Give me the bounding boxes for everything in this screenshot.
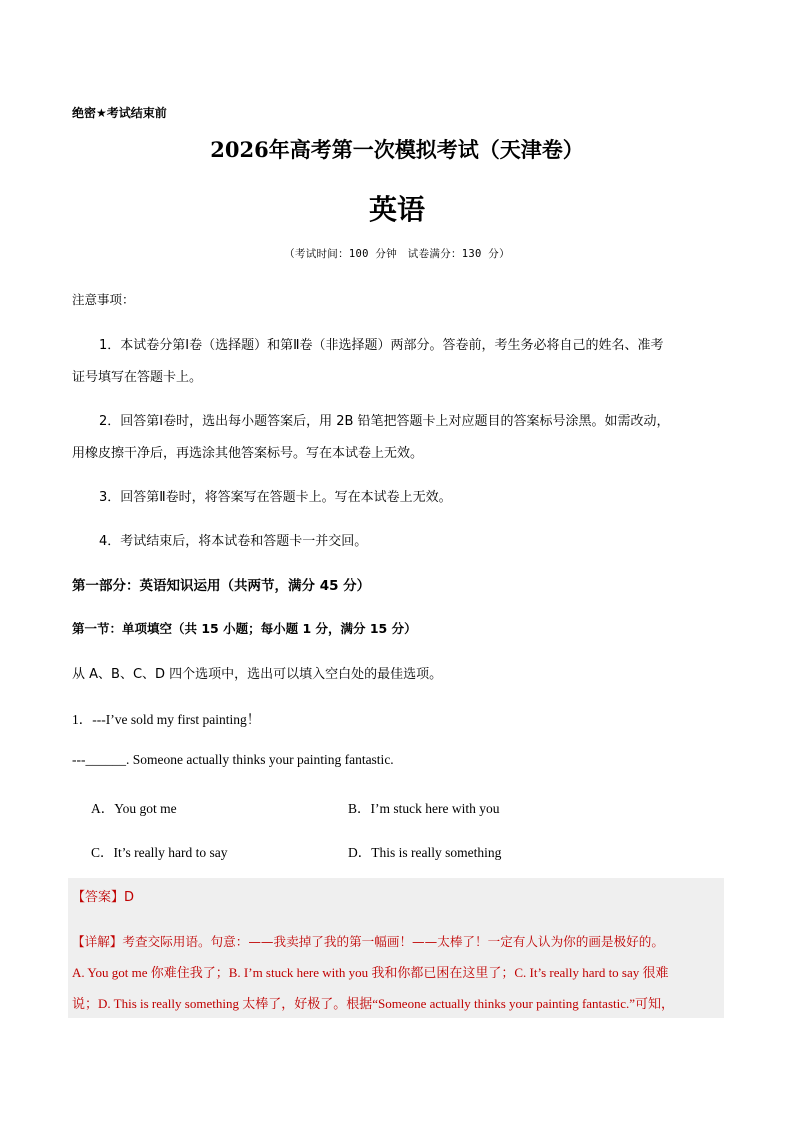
question-1-option-d: D．This is really something: [348, 845, 502, 860]
explanation-line-2: A. You got me 你难住我了；B. I’m stuck here with you 我和你都已困在这里了；C. It’s really hard to say 很难: [72, 965, 669, 980]
section-1-instruction: 从 A、B、C、D 四个选项中，选出可以填入空白处的最佳选项。: [72, 667, 443, 682]
question-1-option-c: C．It’s really hard to say: [91, 845, 228, 860]
exam-title: 2026年高考第一次模拟考试（天津卷）: [210, 137, 584, 162]
notice-item-1-line-1: 1．本试卷分第Ⅰ卷（选择题）和第Ⅱ卷（非选择题）两部分。答卷前，考生务必将自己的姓名、准考: [99, 338, 664, 353]
part-1-heading: 第一部分：英语知识运用（共两节，满分 45 分）: [72, 578, 371, 594]
confidential-mark: 绝密★考试结束前: [72, 106, 167, 120]
question-1-option-a: A．You got me: [91, 801, 177, 816]
notice-item-1-line-2: 证号填写在答题卡上。: [72, 370, 203, 385]
question-1-stem-line-1: 1．---I’ve sold my first painting！: [72, 712, 261, 727]
notice-item-2-line-2: 用橡皮擦干净后，再选涂其他答案标号。写在本试卷上无效。: [72, 446, 424, 461]
explanation-line-1: 【详解】考查交际用语。句意：——我卖掉了我的第一幅画！——太棒了！一定有人认为你的画是极好的。: [72, 934, 664, 949]
question-1-stem-line-2: ---______. Someone actually thinks your painting fantastic.: [72, 752, 394, 767]
explanation-line-3: 说；D. This is really something 太棒了，好极了。根据“Someone actually thinks your painting fantastic.”可知，: [72, 996, 675, 1011]
notice-item-4: 4．考试结束后，将本试卷和答题卡一并交回。: [99, 534, 368, 549]
notice-item-2-line-1: 2．回答第Ⅰ卷时，选出每小题答案后，用 2B 铅笔把答题卡上对应题目的答案标号涂黑。如需改动，: [99, 414, 670, 429]
notice-heading: 注意事项：: [72, 292, 135, 307]
notice-item-3: 3．回答第Ⅱ卷时，将答案写在答题卡上。写在本试卷上无效。: [99, 490, 452, 505]
section-1-heading: 第一节：单项填空（共 15 小题；每小题 1 分，满分 15 分）: [72, 621, 417, 636]
question-1-option-b: B．I’m stuck here with you: [348, 801, 500, 816]
answer-label: 【答案】D: [72, 890, 135, 905]
exam-meta: （考试时间：100 分钟 试卷满分：130 分）: [284, 248, 510, 260]
subject-title: 英语: [368, 193, 425, 226]
